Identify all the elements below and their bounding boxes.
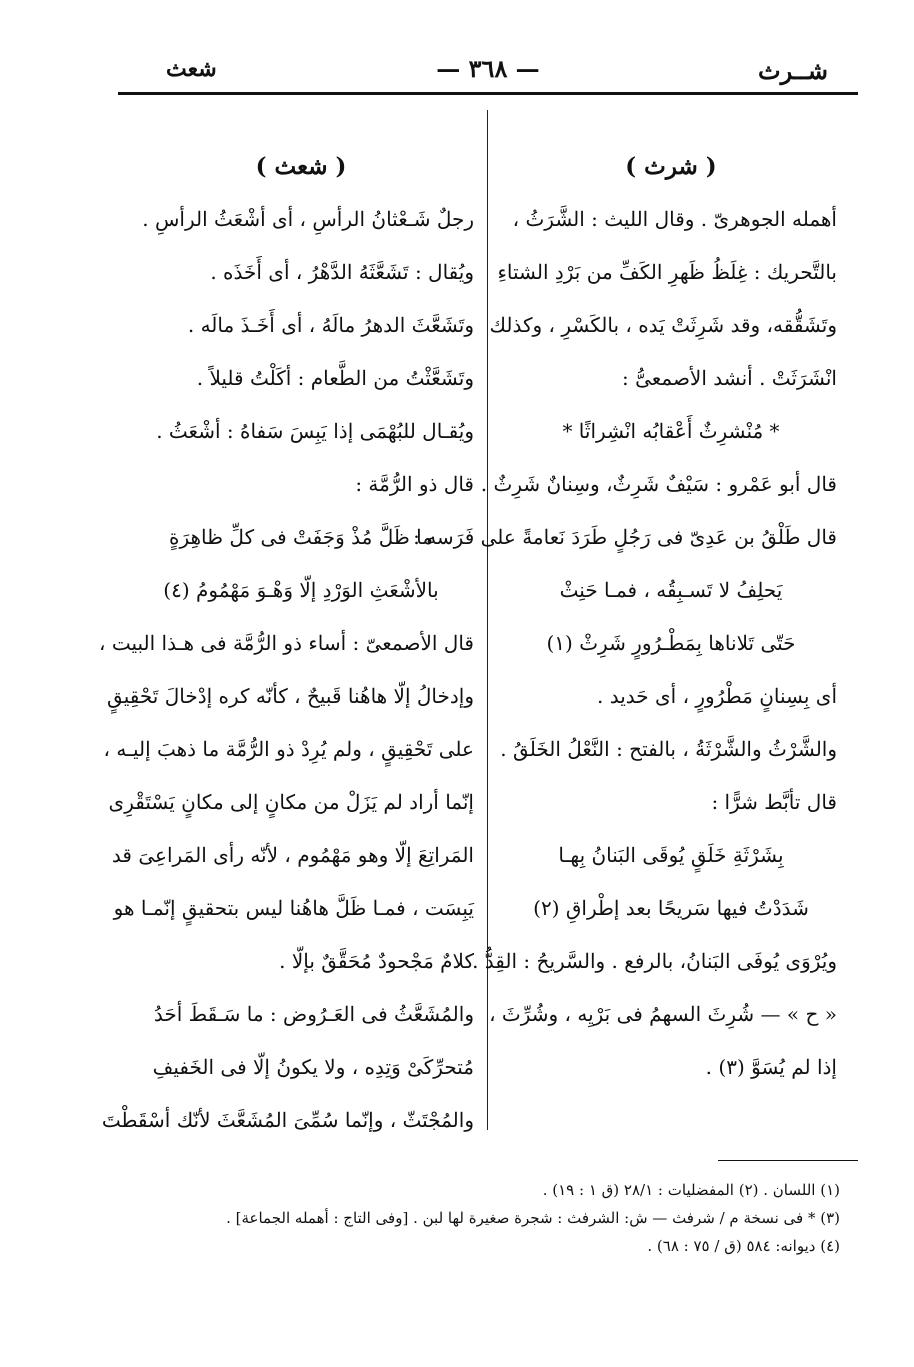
text-line: والمُشَعَّثُ فى العَـرُوض : ما سَـقَطَ أحَدُ	[153, 1002, 474, 1026]
text-line: وتَشَعَّثْتُ من الطَّعام : أكَلْتُ قليلاً .	[196, 366, 474, 390]
text-line: ويُقـال للبُهْمَى إذا يَبِسَ سَفاهُ : أشْعَثُ .	[156, 419, 474, 443]
text-line: مُتحرِّكَىْ وَتِدِه ، ولا يكونُ إلّا فى الخَفيفِ	[152, 1055, 474, 1079]
text-line: « ح » — شُرِثَ السهمُ فى بَرْيِه ، وشُرِّثَ ،	[489, 1002, 837, 1026]
text-line: قال ذو الرُّمَّة :	[355, 472, 474, 496]
footnote-rule	[718, 1160, 858, 1161]
text-line: والمُجْتَثّ ، وإنّما سُمِّىَ المُشَعَّثَ لأنّك أسْقَطْتَ	[101, 1108, 474, 1132]
entry-title-shaath: ( شعث )	[255, 153, 347, 180]
verse-line: حَتّى تَلاناها بِمَطْـرُورٍ شَرِثْ (١)	[546, 631, 796, 655]
verse-line: بِشَرْثَةِ خَلَقٍ يُوقَى البَنانُ بِهـا	[558, 843, 784, 867]
text-line: قال طَلْقُ بن عَدِىّ فى رَجُلٍ طَرَدَ نَعامةً على فَرَسه :	[413, 525, 837, 549]
verse-line: * مُنْشرِثٌ أَعْقابُه انْشِراثًا *	[562, 419, 780, 443]
text-line: قال تأبَّط شرًّا :	[711, 790, 837, 814]
verse-line: شَدَدْتُ فيها سَريحًا بعد إطْراقِ (٢)	[533, 896, 809, 920]
text-line: وتَشَعَّثَ الدهرُ مالَهُ ، أى أَخَـذَ مالَه .	[187, 313, 474, 337]
text-line: يَبِسَت ، فمـا ظَلَّ هاهُنا ليس بتحقيقٍ إنّمـا هو	[113, 896, 474, 920]
left-column	[99, 140, 474, 1147]
text-line: ويُرْوَى يُوفَى البَنانُ، بالرفع . والسَّريحُ : القِدُّ .	[472, 949, 837, 973]
verse-line: يَحلِفُ لا تَسـبِقُه ، فمـا حَنِثْ	[559, 578, 783, 602]
text-line: إنّما أراد لم يَزَلْ من مكانٍ إلى مكانٍ يَسْتَقْرِى	[108, 790, 474, 814]
header-rule	[118, 92, 858, 95]
page-header	[118, 50, 858, 90]
page-number: — ٣٦٨ —	[436, 54, 540, 83]
text-line: أى بِسِنانٍ مَطْرُورٍ ، أى حَديد .	[597, 684, 837, 708]
verse-line: بالأشْعَثِ الوَرْدِ إلّا وَهْـوَ مَهْمُومُ (٤)	[163, 578, 439, 602]
text-line: إذا لم يُسَوَّ (٣) .	[705, 1055, 837, 1079]
header-right-entry: شــرث	[757, 56, 828, 85]
text-line: على تَحْقِيقٍ ، ولم يُرِدْ ذو الرُّمَّة ما ذهبَ إليـه ،	[103, 737, 474, 761]
footnote: (٣) * فى نسخة م / شرفث — ش: الشرفث : شجرة صغيرة لها لبن . [وفى التاج : أهمله الجماعة] .	[226, 1209, 840, 1227]
text-line: انْشَرَثَتْ . أنشد الأصمعىُّ :	[621, 366, 837, 390]
text-line: ويُقال : تَشَعَّثَهُ الدَّهْرُ ، أى أَخَذَه .	[210, 260, 474, 284]
text-line: بالتَّحريك : غِلَظُ ظَهرِ الكَفِّ من بَرْدِ الشتاءِ	[497, 260, 837, 284]
text-line: وإدخالُ إلّا هاهُنا قَبيحٌ ، كأنّه كره إدْخالَ تَحْقِيقٍ	[107, 684, 474, 708]
footnote: (٤) ديوانه: ٥٨٤ (ق / ٧٥ : ٦٨) .	[647, 1237, 840, 1255]
footnotes	[140, 1176, 840, 1260]
text-line: وتَشَقُّقه، وقد شَرِثَتْ يَده ، بالكَسْرِ ، وكذلك	[489, 313, 837, 337]
entry-title-sharath: ( شرث )	[625, 153, 717, 180]
text-line: المَراتِعَ إلّا وهو مَهْمُوم ، لأنّه رأى المَراعِىَ قد	[111, 843, 474, 867]
text-line: والشَّرْثُ والشَّرْثَةُ ، بالفتح : النَّعْلُ الخَلَقُ .	[500, 737, 837, 761]
text-line: قال أبو عَمْرو : سَيْفٌ شَرِثٌ، وسِنانٌ شَرِثٌ .	[480, 472, 837, 496]
verse-line: ما ظَلَّ مُذْ وَجَفَتْ فى كلِّ ظاهِرَةٍ	[169, 525, 433, 549]
footnote: (١) اللسان . (٢) المفضليات : ٢٨/١ (ق ١ : ١٩) .	[542, 1181, 840, 1199]
text-line: كلامٌ مَجْحودٌ مُحَقَّقٌ بإلّا .	[279, 949, 474, 973]
text-line: أهمله الجوهرىّ . وقال الليث : الشَّرَثُ ،	[512, 207, 837, 231]
text-line: رجلٌ شَـعْثانُ الرأسِ ، أى أشْعَثُ الرأسِ .	[142, 207, 474, 231]
header-left-entry: شعث	[166, 56, 217, 82]
text-line: قال الأصمعىّ : أساء ذو الرُّمَّة فى هـذا البيت ،	[99, 631, 474, 655]
